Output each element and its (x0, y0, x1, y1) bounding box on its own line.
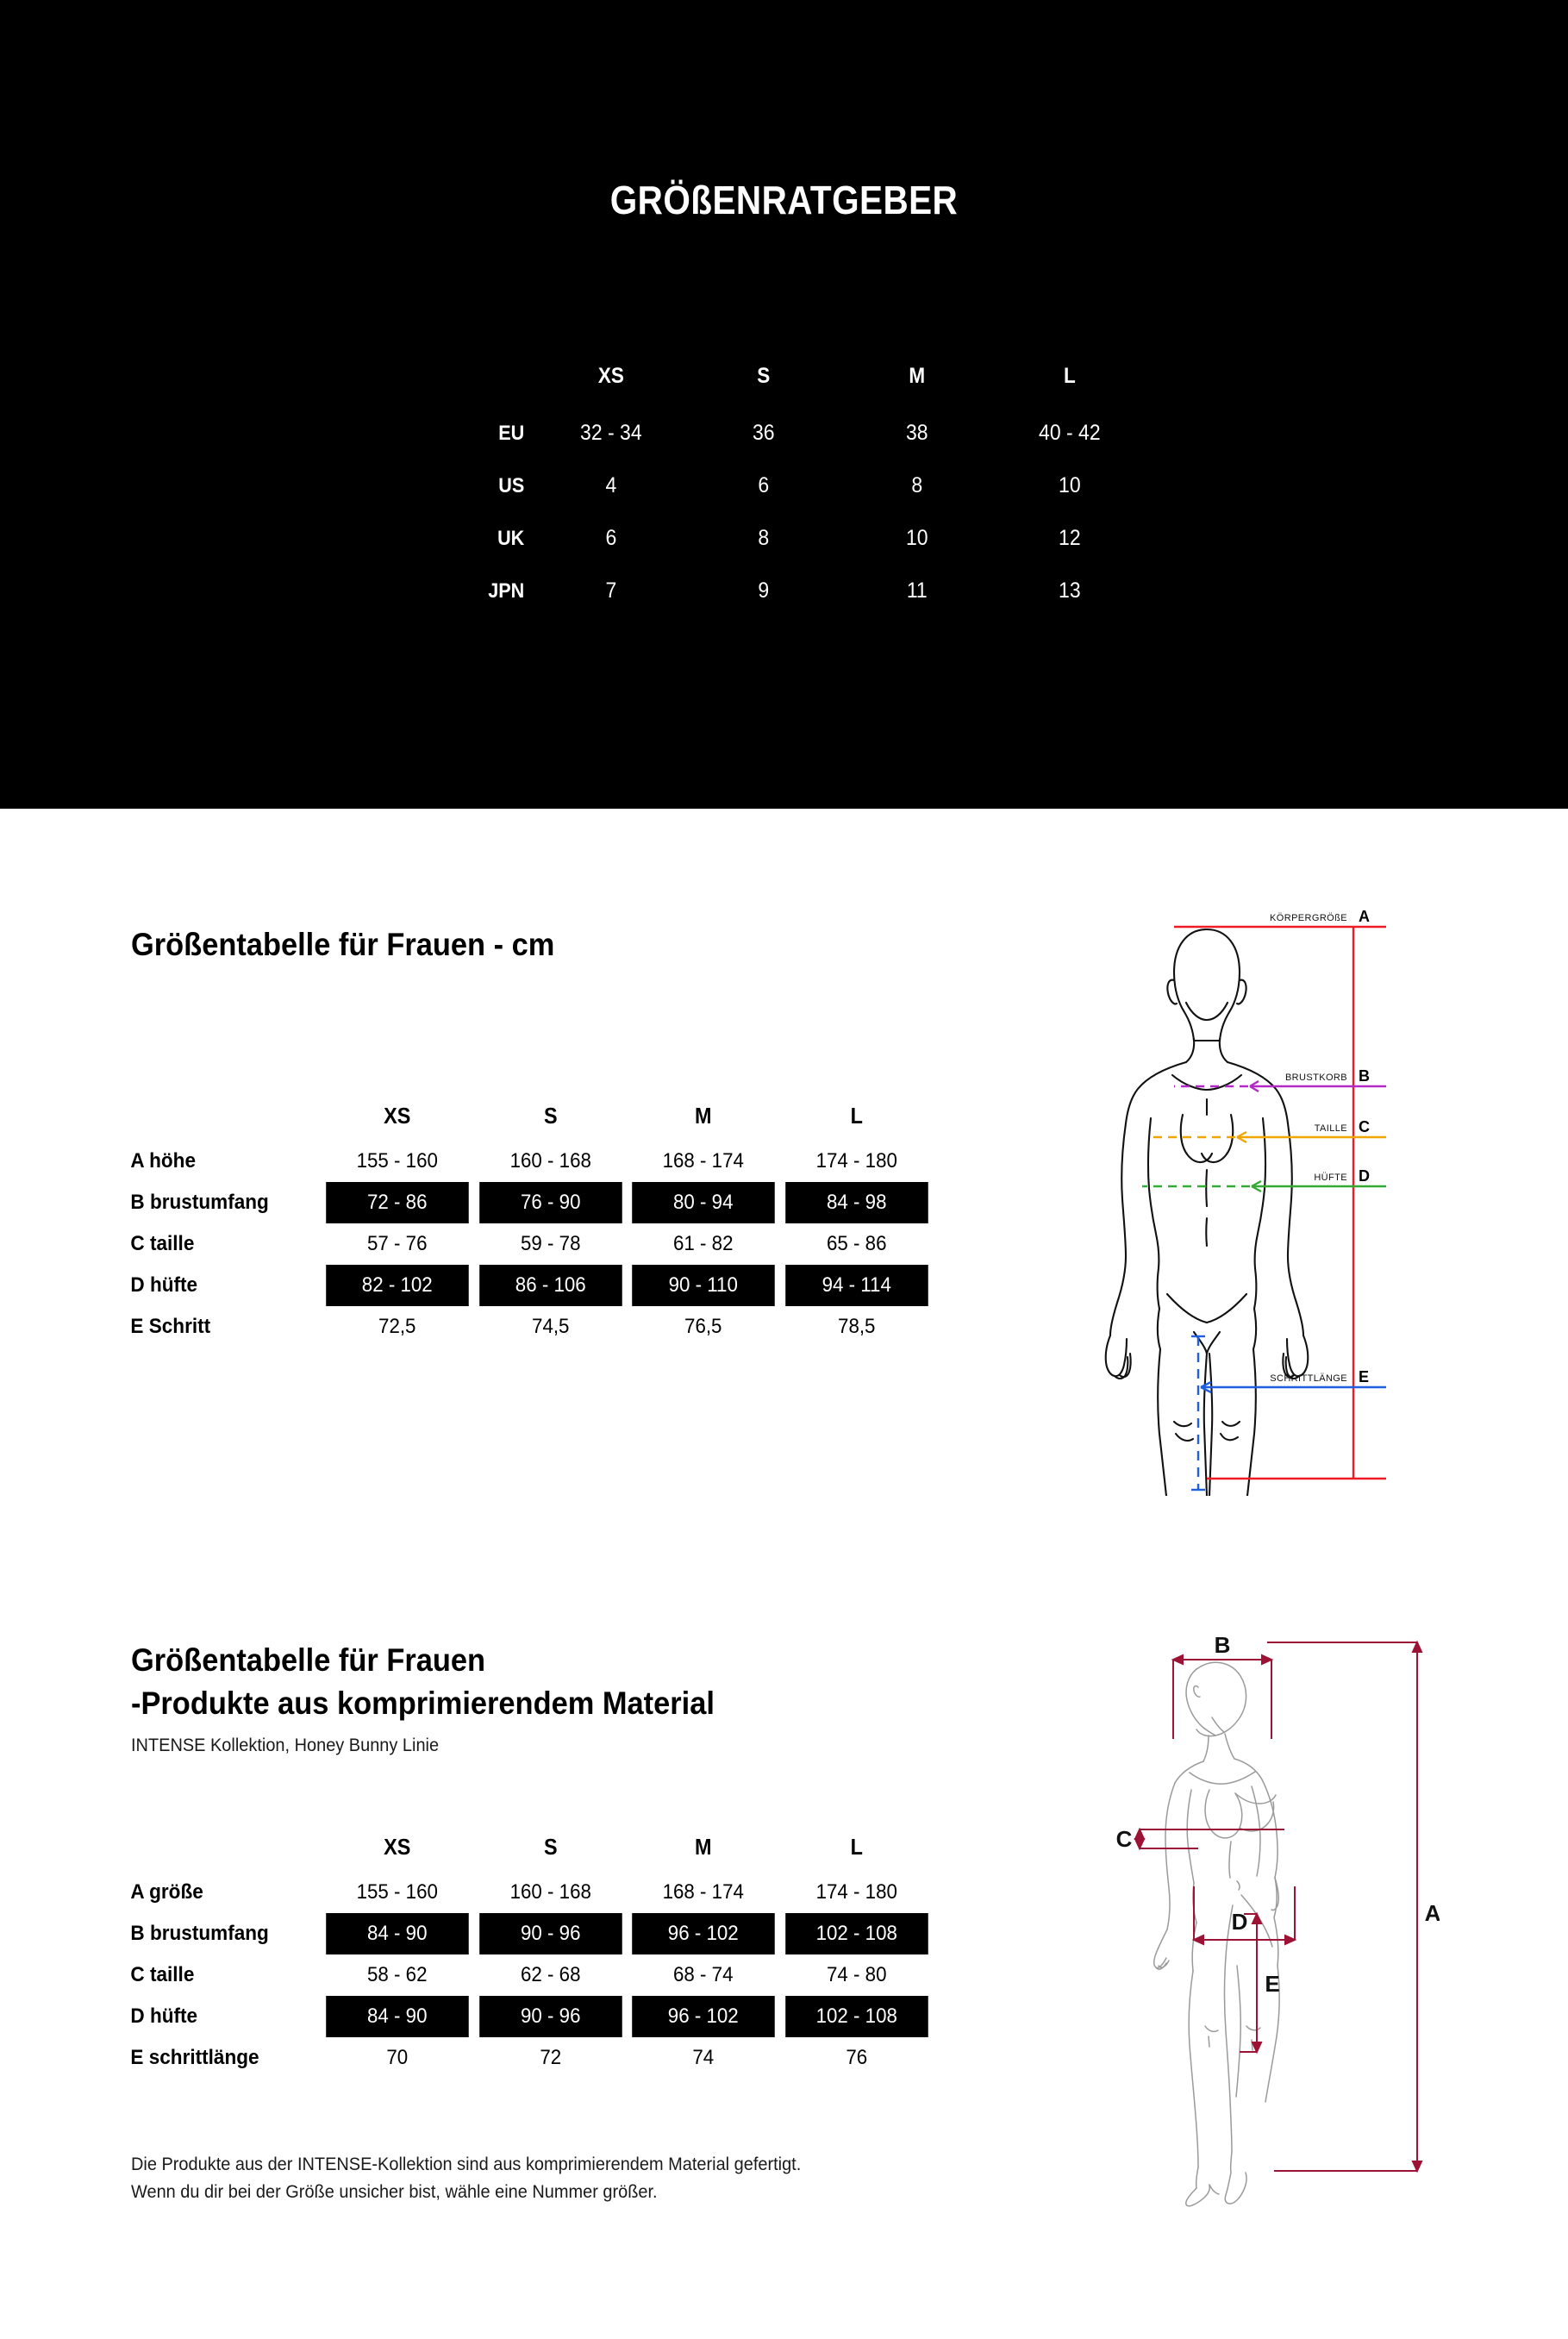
measure-line-b-width (1173, 1655, 1271, 1739)
cell-d-xs: 82 - 102 (326, 1265, 468, 1306)
measure-label-huefte: HÜFTE (1314, 1173, 1347, 1183)
cell-d-s: 86 - 106 (479, 1265, 622, 1306)
cell-a-s: 160 - 168 (509, 1149, 591, 1173)
cell-a-m: 168 - 174 (662, 1149, 744, 1173)
table-row (122, 1265, 933, 1306)
row-label-e-schritt: E Schritt (130, 1315, 211, 1338)
international-size-table (371, 345, 1146, 617)
table-header-row (122, 1822, 933, 1872)
size-header-l: L (850, 1833, 863, 1860)
size-header-m: M (694, 1102, 712, 1129)
size-header-s: S (543, 1833, 558, 1860)
measure-line-e-inseam (1240, 1914, 1261, 2052)
corner-cell (122, 1822, 309, 1872)
measure-label-koerpergroesse: KÖRPERGRÖßE (1270, 913, 1347, 923)
measure-letter-e: E (1359, 1368, 1370, 1385)
cell-c-m: 68 - 74 (673, 1963, 734, 1986)
row-label-a-groesse: A größe (130, 1880, 203, 1904)
measure-letter-b: B (1359, 1067, 1370, 1085)
cm-measurement-table (122, 1091, 933, 1348)
cell-d-m: 96 - 102 (632, 1996, 774, 2037)
front-body-measurement-diagram (1078, 892, 1440, 1496)
cell-c-m: 61 - 82 (673, 1232, 734, 1255)
table-header-row (122, 1091, 933, 1141)
compression-section-subheading: INTENSE Kollektion, Honey Bunny Linie (131, 1735, 440, 1755)
cell-e-m: 74 (692, 2046, 715, 2069)
cell-a-s: 160 - 168 (509, 1880, 591, 1904)
female-body-outline-front (1106, 929, 1309, 1496)
cell-uk-xs: 6 (604, 526, 616, 550)
cell-c-xs: 57 - 76 (367, 1232, 428, 1255)
table-row (371, 460, 1146, 512)
measure-line-a-height (1267, 1642, 1421, 2171)
cell-uk-l: 12 (1059, 526, 1081, 550)
table-row (122, 2037, 933, 2079)
cell-c-xs: 58 - 62 (367, 1963, 428, 1986)
cell-us-s: 6 (758, 473, 770, 497)
page-title: GRÖßENRATGEBER (609, 178, 959, 222)
compression-section-heading-line1: Größentabelle für Frauen (131, 1642, 486, 1678)
measure-letter-a: A (1359, 908, 1370, 925)
measure-label-brustkorb: BRUSTKORB (1284, 1073, 1347, 1083)
cell-e-xs: 72,5 (378, 1315, 416, 1338)
cell-d-xs: 84 - 90 (326, 1996, 468, 2037)
size-header-l: L (850, 1102, 863, 1129)
row-label-uk: UK (497, 526, 525, 550)
compression-table-element (122, 1822, 933, 2079)
female-body-sketch-outline (1154, 1662, 1279, 2205)
row-label-jpn: JPN (488, 578, 525, 603)
row-label-c-taille: C taille (130, 1232, 195, 1255)
measure-label-taille: TAILLE (1314, 1123, 1347, 1134)
cell-b-s: 76 - 90 (479, 1182, 622, 1223)
cell-b-m: 96 - 102 (632, 1913, 774, 1954)
cell-e-s: 74,5 (531, 1315, 569, 1338)
table-row (122, 1141, 933, 1182)
row-label-b-brustumfang: B brustumfang (122, 1182, 309, 1223)
cell-us-m: 8 (911, 473, 922, 497)
cell-d-m: 90 - 110 (632, 1265, 774, 1306)
corner-cell (378, 345, 526, 407)
row-label-eu: EU (498, 421, 525, 445)
cell-jpn-s: 9 (758, 578, 770, 603)
cell-us-xs: 4 (604, 473, 616, 497)
intl-size-table-element (371, 345, 1146, 617)
cell-d-l: 102 - 108 (785, 1996, 928, 2037)
cell-eu-s: 36 (753, 421, 775, 445)
row-label-d-huefte: D hüfte (122, 1265, 309, 1306)
size-header-m: M (909, 363, 925, 388)
table-row (371, 565, 1146, 617)
row-label-us: US (498, 473, 525, 497)
cell-c-l: 74 - 80 (826, 1963, 886, 1986)
row-label-a-hoehe: A höhe (130, 1149, 197, 1173)
row-label-e-schrittlaenge: E schrittlänge (130, 2046, 259, 2069)
cell-e-xs: 70 (386, 2046, 409, 2069)
measure-letter-c: C (1359, 1118, 1370, 1135)
cell-e-m: 76,5 (684, 1315, 722, 1338)
row-label-d-huefte: D hüfte (122, 1996, 309, 2037)
hero-banner (0, 0, 1568, 809)
measure-label-schrittlaenge: SCHRITTLÄNGE (1270, 1373, 1347, 1384)
cell-a-xs: 155 - 160 (356, 1880, 438, 1904)
cell-d-s: 90 - 96 (479, 1996, 622, 2037)
cell-b-xs: 84 - 90 (326, 1913, 468, 1954)
cell-a-l: 174 - 180 (815, 1149, 897, 1173)
measure-letter-d: D (1359, 1167, 1370, 1185)
cell-d-l: 94 - 114 (785, 1265, 928, 1306)
cell-c-s: 59 - 78 (520, 1232, 580, 1255)
cell-jpn-l: 13 (1059, 578, 1081, 603)
cell-e-s: 72 (539, 2046, 561, 2069)
table-row (122, 1913, 933, 1954)
measure-line-c-waist (1135, 1829, 1284, 1848)
measure-letter-c: C (1115, 1826, 1133, 1852)
row-label-c-taille: C taille (130, 1963, 195, 1986)
table-header-row (371, 345, 1146, 407)
cell-e-l: 76 (845, 2046, 867, 2069)
cell-jpn-xs: 7 (604, 578, 616, 603)
cell-us-l: 10 (1059, 473, 1081, 497)
table-row (122, 1954, 933, 1996)
cell-e-l: 78,5 (837, 1315, 875, 1338)
cm-section-heading: Größentabelle für Frauen - cm (131, 927, 555, 962)
measure-letter-b: B (1214, 1632, 1231, 1658)
measure-letter-d: D (1231, 1909, 1248, 1935)
cm-table-element (122, 1091, 933, 1348)
size-header-xs: XS (597, 363, 624, 388)
cell-a-xs: 155 - 160 (356, 1149, 438, 1173)
compression-body-measurement-diagram (1060, 1621, 1440, 2207)
cell-eu-m: 38 (905, 421, 928, 445)
corner-cell (122, 1091, 309, 1141)
size-header-xs: XS (384, 1102, 411, 1129)
table-row (122, 1306, 933, 1348)
table-row (122, 1872, 933, 1913)
size-header-m: M (694, 1833, 712, 1860)
measure-letter-e: E (1265, 1971, 1280, 1997)
measure-letter-a: A (1424, 1900, 1440, 1926)
cell-c-l: 65 - 86 (826, 1232, 886, 1255)
cell-jpn-m: 11 (906, 578, 928, 603)
cell-a-l: 174 - 180 (815, 1880, 897, 1904)
size-header-s: S (757, 363, 771, 388)
cell-uk-m: 10 (905, 526, 928, 550)
measure-line-c-taille (1153, 1132, 1386, 1142)
cell-eu-xs: 32 - 34 (579, 421, 642, 445)
size-header-l: L (1064, 363, 1077, 388)
cell-uk-s: 8 (758, 526, 770, 550)
row-label-b-brustumfang: B brustumfang (122, 1913, 309, 1954)
cell-b-s: 90 - 96 (479, 1913, 622, 1954)
cell-b-l: 102 - 108 (785, 1913, 928, 1954)
size-header-xs: XS (384, 1833, 411, 1860)
compression-footnote-line2: Wenn du dir bei der Größe unsicher bist, wähle eine Nummer größer. (131, 2182, 658, 2202)
cell-b-xs: 72 - 86 (326, 1182, 468, 1223)
table-row (122, 1223, 933, 1265)
cell-b-m: 80 - 94 (632, 1182, 774, 1223)
cell-b-l: 84 - 98 (785, 1182, 928, 1223)
table-row (371, 407, 1146, 460)
compression-footnote-line1: Die Produkte aus der INTENSE-Kollektion sind aus komprimierendem Material gefertigt. (131, 2155, 802, 2174)
table-row (371, 512, 1146, 565)
table-row (122, 1996, 933, 2037)
table-row (122, 1182, 933, 1223)
cell-eu-l: 40 - 42 (1039, 421, 1101, 445)
size-header-s: S (543, 1102, 558, 1129)
compression-measurement-table (122, 1822, 933, 2079)
cell-a-m: 168 - 174 (662, 1880, 744, 1904)
cell-c-s: 62 - 68 (520, 1963, 580, 1986)
compression-section-heading-line2: -Produkte aus komprimierendem Material (131, 1685, 715, 1721)
